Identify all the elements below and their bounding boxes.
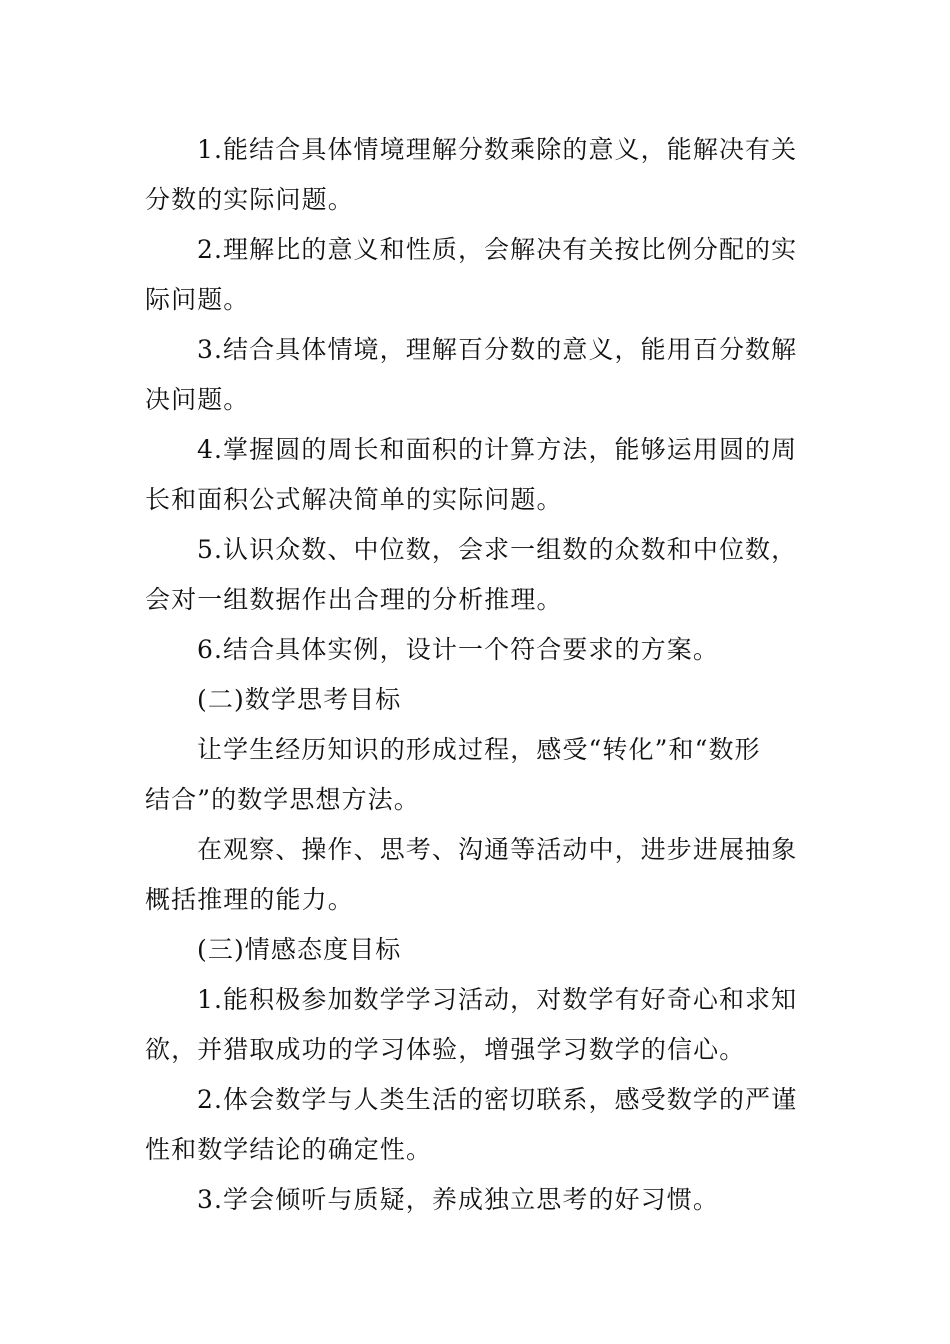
text-line: 让学生经历知识的形成过程，感受“转化”和“数形 <box>197 735 761 764</box>
text-line: 际问题。 <box>145 285 250 314</box>
text-line: 概括推理的能力。 <box>145 885 354 914</box>
text-line: 性和数学结论的确定性。 <box>145 1135 433 1164</box>
text-line: 欲，并猎取成功的学习体验，增强学习数学的信心。 <box>145 1035 746 1064</box>
text-line: 分数的实际问题。 <box>145 185 354 214</box>
text-line: 1.能积极参加数学学习活动，对数学有好奇心和求知 <box>197 985 798 1014</box>
text-line: 2.体会数学与人类生活的密切联系，感受数学的严谨 <box>197 1085 798 1114</box>
text-line: 5.认识众数、中位数，会求一组数的众数和中位数， <box>197 535 798 564</box>
text-line: 4.掌握圆的周长和面积的计算方法，能够运用圆的周 <box>197 435 798 464</box>
text-line: 1.能结合具体情境理解分数乘除的意义，能解决有关 <box>197 135 798 164</box>
text-line: 决问题。 <box>145 385 250 414</box>
text-line: 2.理解比的意义和性质，会解决有关按比例分配的实 <box>197 235 798 264</box>
section-heading: (三)情感态度目标 <box>197 935 402 964</box>
text-line: 3.学会倾听与质疑，养成独立思考的好习惯。 <box>197 1185 719 1214</box>
text-line: 3.结合具体情境，理解百分数的意义，能用百分数解 <box>197 335 798 364</box>
text-line: 在观察、操作、思考、沟通等活动中，进步进展抽象 <box>197 835 798 864</box>
text-line: 长和面积公式解决简单的实际问题。 <box>145 485 563 514</box>
text-line: 6.结合具体实例，设计一个符合要求的方案。 <box>197 635 719 664</box>
section-heading: (二)数学思考目标 <box>197 685 402 714</box>
text-line: 结合”的数学思想方法。 <box>145 785 420 814</box>
text-line: 会对一组数据作出合理的分析推理。 <box>145 585 563 614</box>
